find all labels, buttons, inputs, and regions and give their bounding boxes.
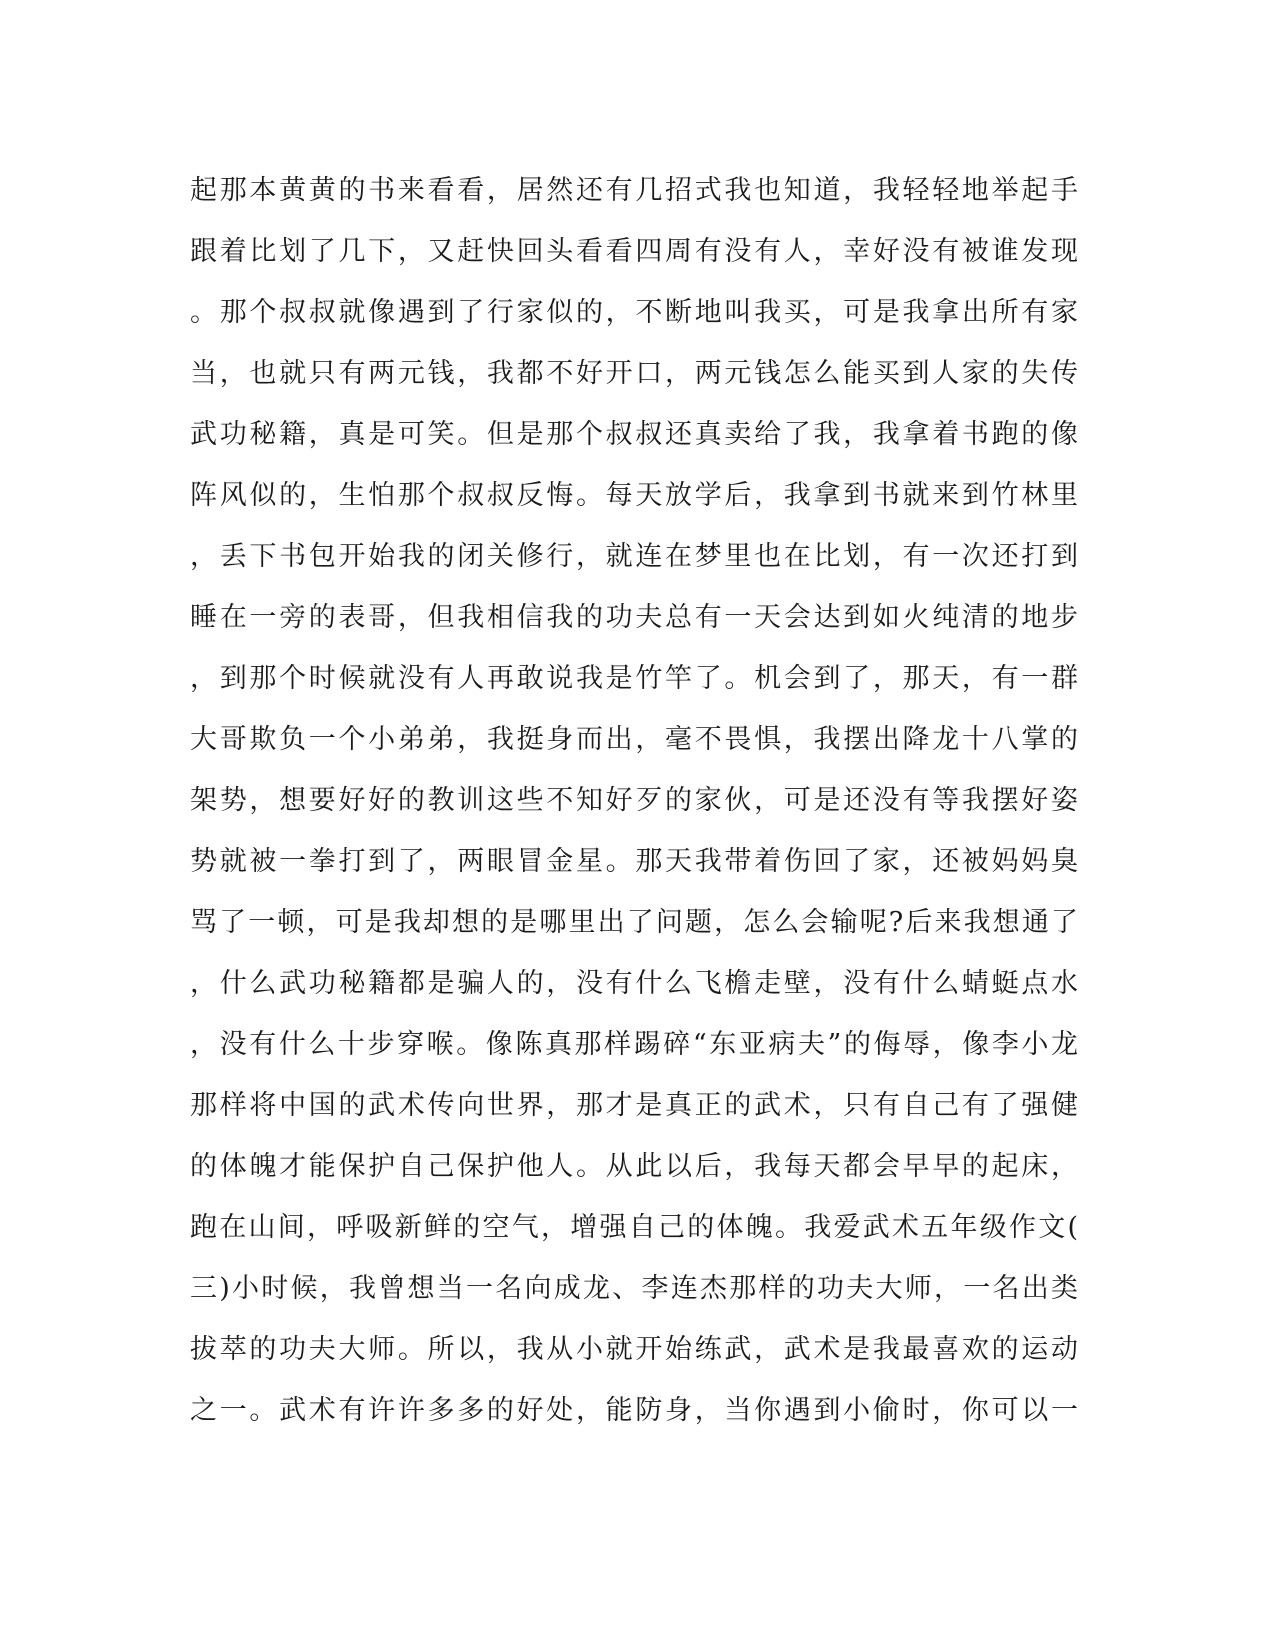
text-line: 。那个叔叔就像遇到了行家似的，不断地叫我买，可是我拿出所有家 xyxy=(190,297,1080,328)
text-line: ，什么武功秘籍都是骗人的，没有什么飞檐走壁，没有什么蜻蜓点水 xyxy=(190,968,1080,999)
text-line: 大哥欺负一个小弟弟，我挺身而出，毫不畏惧，我摆出降龙十八掌的 xyxy=(190,724,1080,755)
text-line: ，到那个时候就没有人再敢说我是竹竿了。机会到了，那天，有一群 xyxy=(190,663,1080,694)
text-line: 的体魄才能保护自己保护他人。从此以后，我每天都会早早的起床， xyxy=(190,1151,1080,1182)
text-line: 阵风似的，生怕那个叔叔反悔。每天放学后，我拿到书就来到竹林里 xyxy=(190,480,1080,511)
text-line: 那样将中国的武术传向世界，那才是真正的武术，只有自己有了强健 xyxy=(190,1090,1080,1121)
text-line: 势就被一拳打到了，两眼冒金星。那天我带着伤回了家，还被妈妈臭 xyxy=(190,846,1080,877)
text-line: 睡在一旁的表哥，但我相信我的功夫总有一天会达到如火纯清的地步 xyxy=(190,602,1080,633)
text-line: 骂了一顿，可是我却想的是哪里出了问题，怎么会输呢?后来我想通了 xyxy=(190,907,1080,938)
text-line: 之一。武术有许许多多的好处，能防身，当你遇到小偷时，你可以一 xyxy=(190,1395,1080,1426)
text-line: 拔萃的功夫大师。所以，我从小就开始练武，武术是我最喜欢的运动 xyxy=(190,1334,1080,1365)
text-line: 三)小时候，我曾想当一名向成龙、李连杰那样的功夫大师，一名出类 xyxy=(190,1273,1080,1304)
text-line: 跑在山间，呼吸新鲜的空气，增强自己的体魄。我爱武术五年级作文( xyxy=(190,1212,1080,1243)
text-line: 武功秘籍，真是可笑。但是那个叔叔还真卖给了我，我拿着书跑的像 xyxy=(190,419,1080,450)
text-line: 当，也就只有两元钱，我都不好开口，两元钱怎么能买到人家的失传 xyxy=(190,358,1080,389)
text-line: 架势，想要好好的教训这些不知好歹的家伙，可是还没有等我摆好姿 xyxy=(190,785,1080,816)
text-line: ，没有什么十步穿喉。像陈真那样踢碎“东亚病夫”的侮辱，像李小龙 xyxy=(190,1029,1080,1060)
text-line: 起那本黄黄的书来看看，居然还有几招式我也知道，我轻轻地举起手 xyxy=(190,175,1080,206)
text-line: 跟着比划了几下，又赶快回头看看四周有没有人，幸好没有被谁发现 xyxy=(190,236,1080,267)
body-text xyxy=(190,160,1080,1441)
text-line: ，丢下书包开始我的闭关修行，就连在梦里也在比划，有一次还打到 xyxy=(190,541,1080,572)
